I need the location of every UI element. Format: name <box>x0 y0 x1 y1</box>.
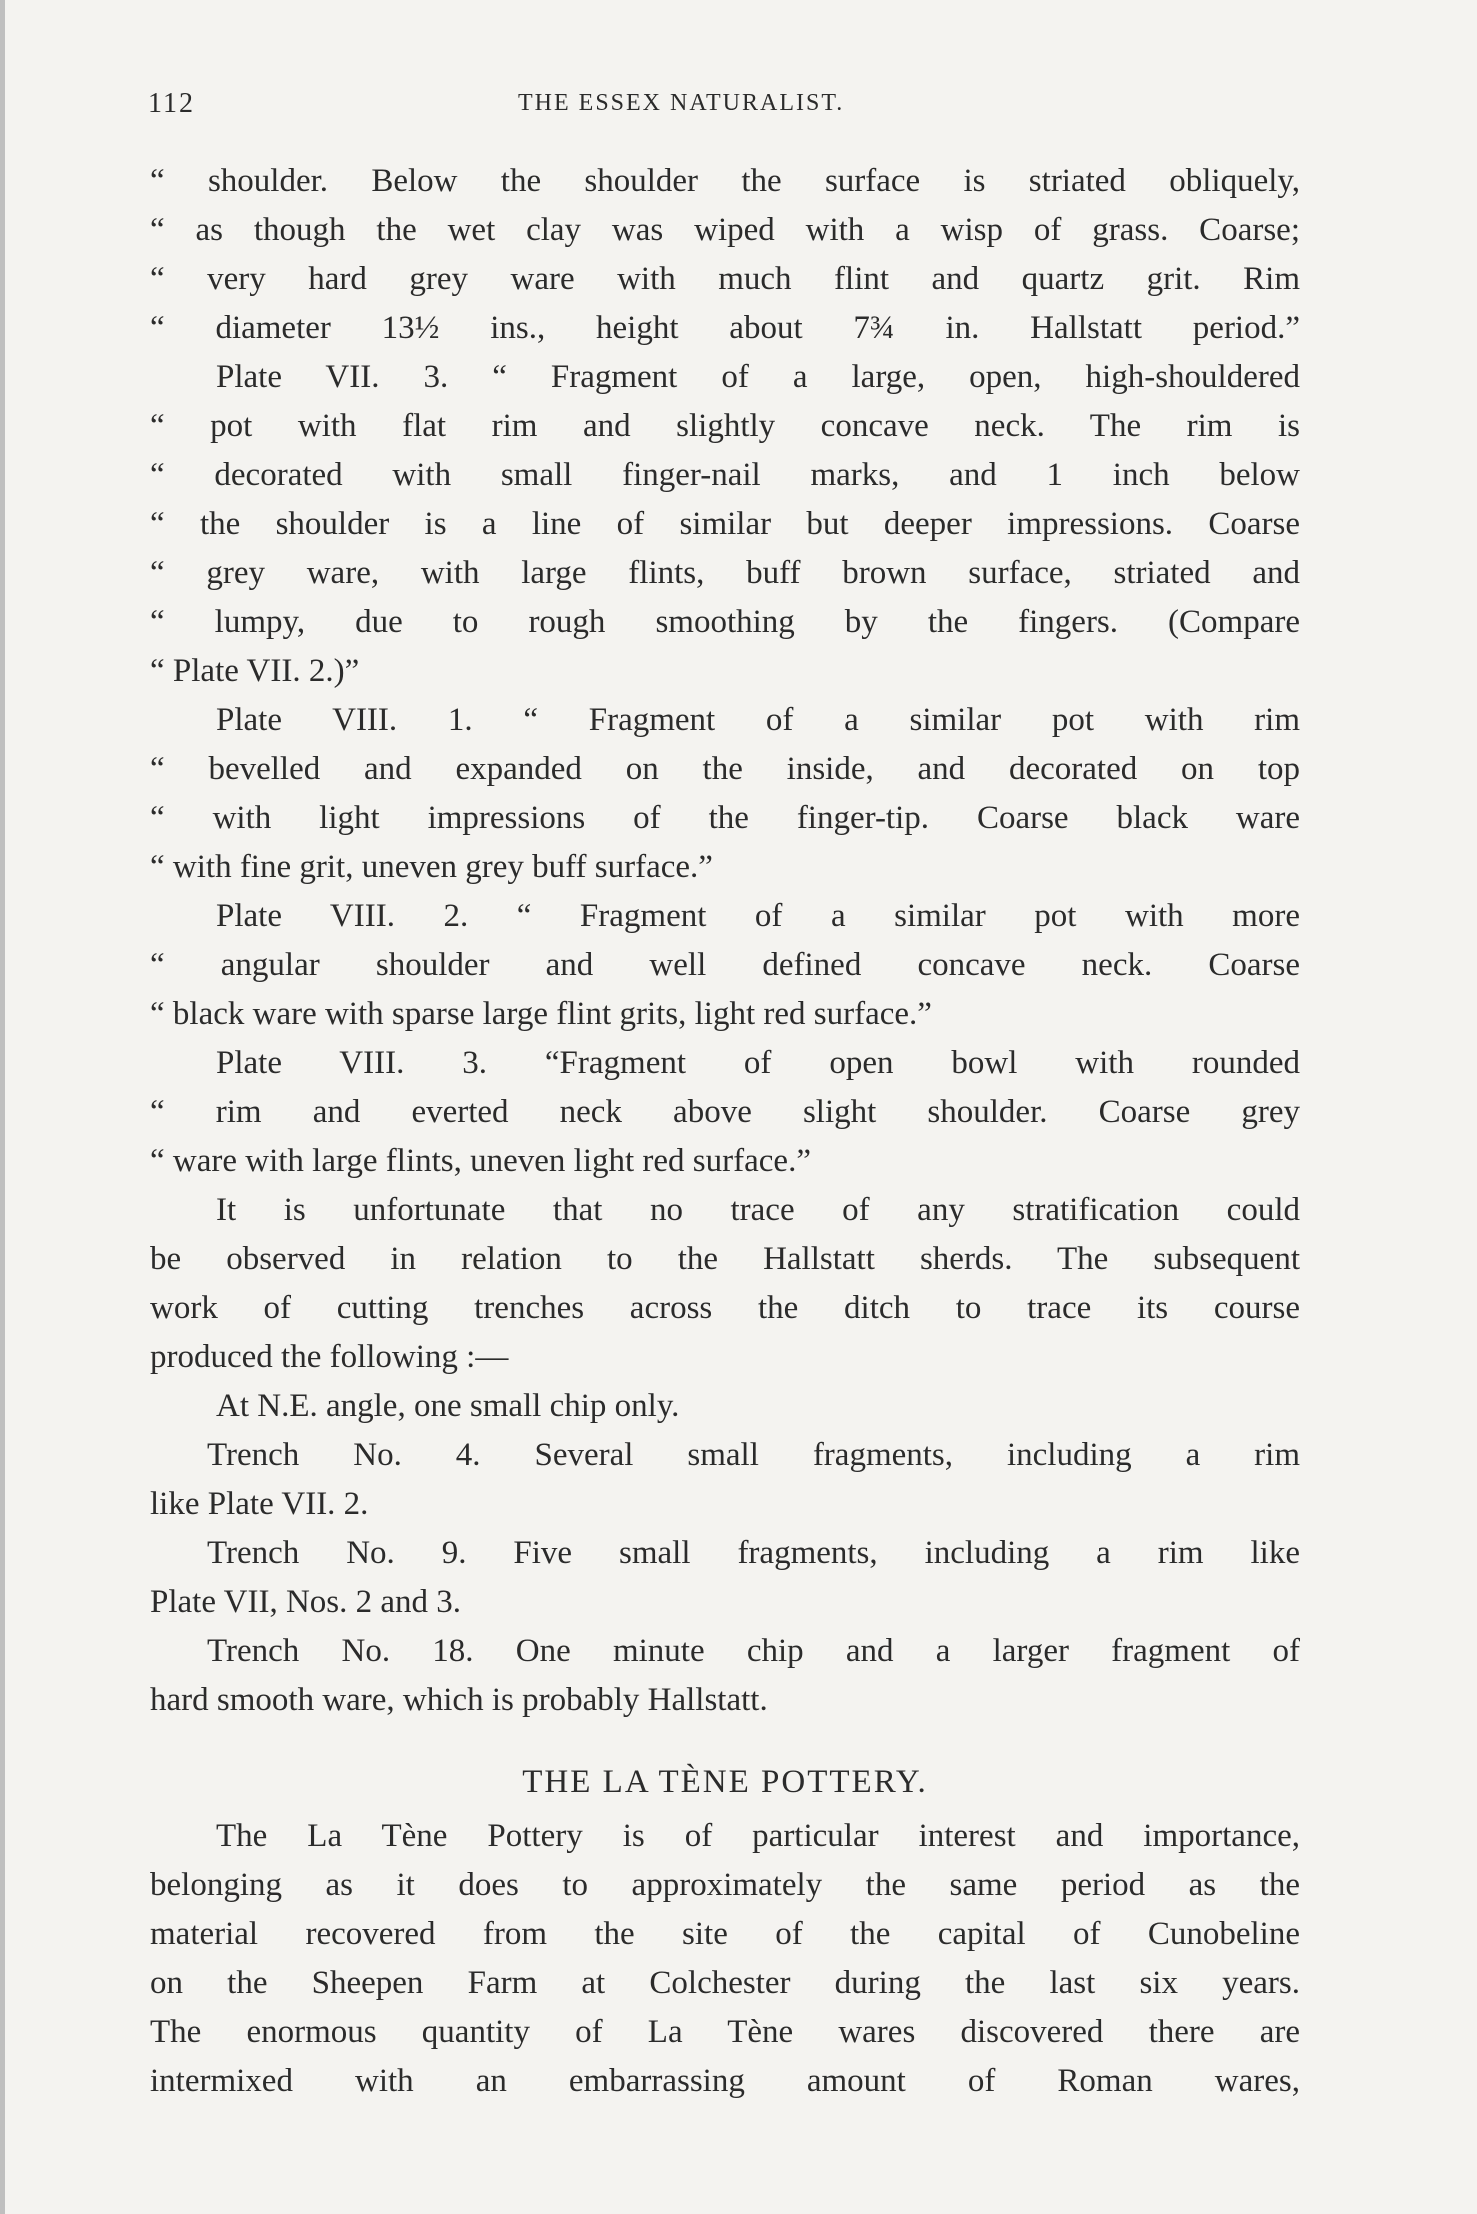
text-line: Trench No. 18. One minute chip and a larger fragment of <box>207 1633 1300 1669</box>
running-head <box>148 88 1298 124</box>
text-line: It is unfortunate that no trace of any stratification could <box>216 1192 1300 1228</box>
text-line: belonging as it does to approximately the same period as the <box>150 1867 1300 1903</box>
section-heading: THE LA TÈNE POTTERY. <box>522 1764 928 1800</box>
text-line: “ angular shoulder and well defined concave neck. Coarse <box>150 947 1300 983</box>
text-line: “ the shoulder is a line of similar but deeper impressions. Coarse <box>150 506 1300 542</box>
text-line: Trench No. 9. Five small fragments, including a rim like <box>207 1535 1300 1571</box>
paragraph-group-hallstatt <box>150 157 1300 1725</box>
paragraph-group-la-tene <box>150 1812 1300 2106</box>
journal-title: THE ESSEX NATURALIST. <box>518 90 845 116</box>
text-line: be observed in relation to the Hallstatt sherds. The subsequent <box>150 1241 1300 1277</box>
text-line: “ Plate VII. 2.)” <box>150 653 360 689</box>
text-line: At N.E. angle, one small chip only. <box>216 1388 680 1424</box>
text-line: “ with light impressions of the finger-tip. Coarse black ware <box>150 800 1300 836</box>
text-line: Trench No. 4. Several small fragments, including a rim <box>207 1437 1300 1473</box>
text-line: on the Sheepen Farm at Colchester during the last six years. <box>150 1965 1300 2001</box>
text-line: material recovered from the site of the capital of Cunobeline <box>150 1916 1300 1952</box>
text-line: Plate VIII. 2. “ Fragment of a similar pot with more <box>216 898 1300 934</box>
text-line: The La Tène Pottery is of particular interest and importance, <box>216 1818 1300 1854</box>
text-line: “ bevelled and expanded on the inside, and decorated on top <box>150 751 1300 787</box>
text-line: “ decorated with small finger-nail marks, and 1 inch below <box>150 457 1300 493</box>
text-line: “ pot with flat rim and slightly concave neck. The rim is <box>150 408 1300 444</box>
text-line: Plate VII, Nos. 2 and 3. <box>150 1584 462 1620</box>
text-line: The enormous quantity of La Tène wares discovered there are <box>150 2014 1300 2050</box>
text-line: “ as though the wet clay was wiped with a wisp of grass. Coarse; <box>150 212 1300 248</box>
text-line: “ very hard grey ware with much flint and quartz grit. Rim <box>150 261 1300 297</box>
text-line: like Plate VII. 2. <box>150 1486 369 1522</box>
text-line: “ black ware with sparse large flint grits, light red surface.” <box>150 996 932 1032</box>
text-line: intermixed with an embarrassing amount of Roman wares, <box>150 2063 1300 2099</box>
text-line: hard smooth ware, which is probably Hallstatt. <box>150 1682 768 1718</box>
text-line: “ lumpy, due to rough smoothing by the fingers. (Compare <box>150 604 1300 640</box>
text-line: Plate VIII. 1. “ Fragment of a similar pot with rim <box>216 702 1300 738</box>
body-text <box>150 157 1300 2106</box>
text-line: Plate VIII. 3. “Fragment of open bowl with rounded <box>216 1045 1300 1081</box>
text-line: “ grey ware, with large flints, buff brown surface, striated and <box>150 555 1300 591</box>
text-line: produced the following :— <box>150 1339 509 1375</box>
text-line: “ rim and everted neck above slight shoulder. Coarse grey <box>150 1094 1300 1130</box>
text-line: Plate VII. 3. “ Fragment of a large, open, high-shouldered <box>216 359 1300 395</box>
text-line: “ shoulder. Below the shoulder the surface is striated obliquely, <box>150 163 1300 199</box>
page-number: 112 <box>148 88 195 119</box>
text-line: “ with fine grit, uneven grey buff surface.” <box>150 849 713 885</box>
text-line: “ ware with large flints, uneven light red surface.” <box>150 1143 811 1179</box>
text-line: “ diameter 13½ ins., height about 7¾ in. Hallstatt period.” <box>150 310 1300 346</box>
section-gap <box>150 1725 1300 1752</box>
text-line: work of cutting trenches across the ditch to trace its course <box>150 1290 1300 1326</box>
